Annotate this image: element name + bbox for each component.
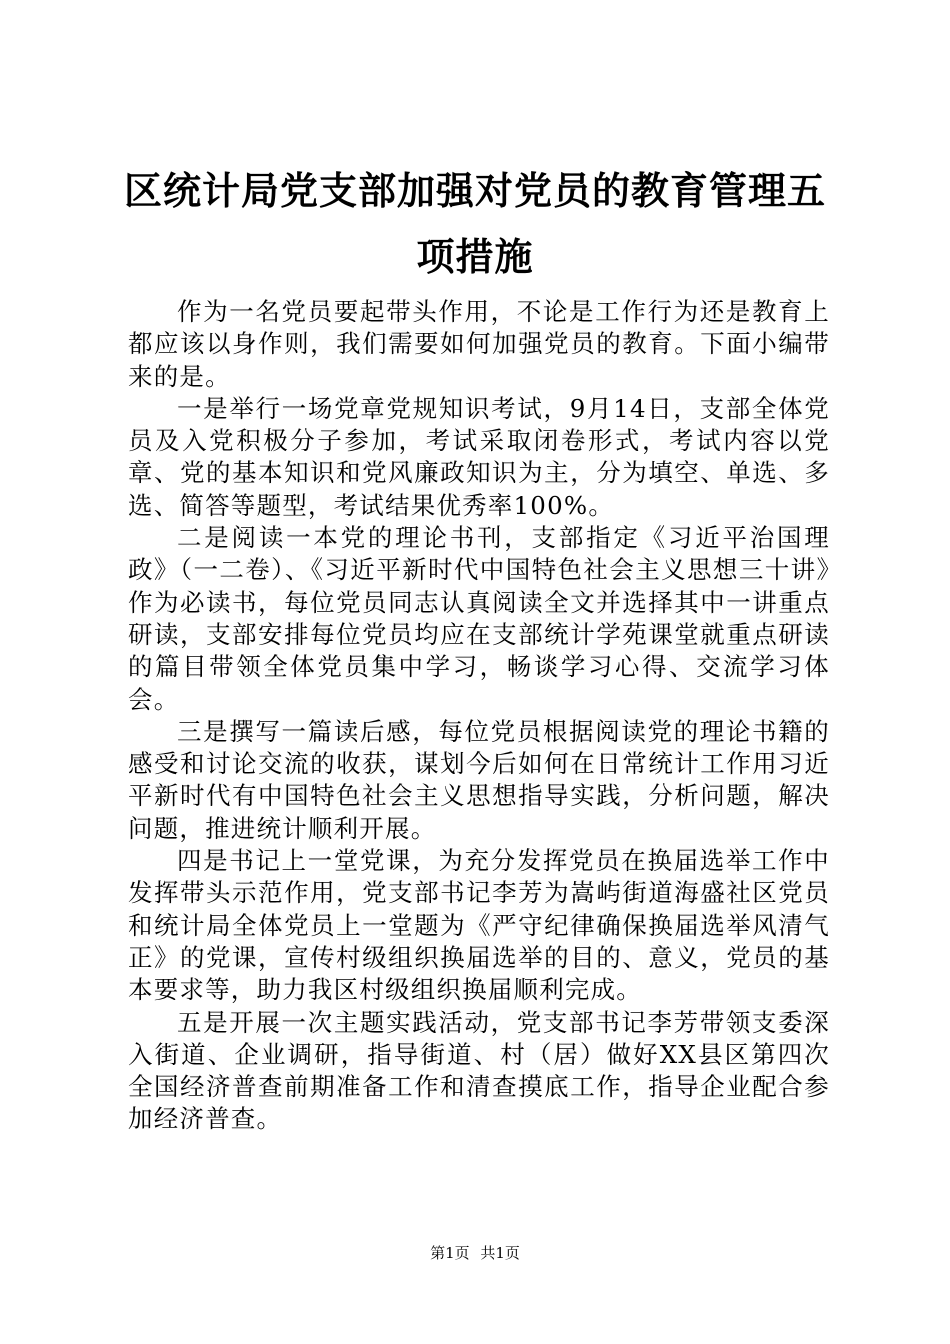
paragraph-intro: 作为一名党员要起带头作用，不论是工作行为还是教育上都应该以身作则，我们需要如何加强党员的教育。下面小编带来的是。 — [128, 297, 830, 391]
page-footer — [0, 1243, 950, 1263]
paragraph-measure-5: 五是开展一次主题实践活动，党支部书记李芳带领支委深入街道、企业调研，指导街道、村（居）做好XX县区第四次全国经济普查前期准备工作和清查摸底工作，指导企业配合参加经济普查。 — [128, 1007, 830, 1134]
document-body — [128, 296, 830, 1136]
page-number-total: 共1页 — [480, 1244, 520, 1262]
paragraph-measure-4: 四是书记上一堂党课，为充分发挥党员在换届选举工作中发挥带头示范作用，党支部书记李芳为嵩屿街道海盛社区党员和统计局全体党员上一堂题为《严守纪律确保换届选举风清气正》的党课，宣传村级组织换届选举的目的、意义，党员的基本要求等，助力我区村级组织换届顺利完成。 — [128, 846, 830, 1005]
paragraph-measure-2: 二是阅读一本党的理论书刊，支部指定《习近平治国理政》（一二卷）、《习近平新时代中国特色社会主义思想三十讲》作为必读书，每位党员同志认真阅读全文并选择其中一讲重点研读，支部安排每位党员均应在支部统计学苑课堂就重点研读的篇目带领全体党员集中学习，畅谈学习心得、交流学习体会。 — [128, 523, 830, 714]
page-number-current: 第1页 — [430, 1244, 470, 1262]
paragraph-measure-3: 三是撰写一篇读后感，每位党员根据阅读党的理论书籍的感受和讨论交流的收获，谋划今后如何在日常统计工作用习近平新时代有中国特色社会主义思想指导实践，分析问题，解决问题，推进统计顺利开展。 — [128, 716, 830, 843]
document-title: 区统计局党支部加强对党员的教育管理五项措施 — [123, 168, 826, 279]
paragraph-measure-1: 一是举行一场党章党规知识考试，9月14日，支部全体党员及入党积极分子参加，考试采取闭卷形式，考试内容以党章、党的基本知识和党风廉政知识为主，分为填空、单选、多选、简答等题型，考试结果优秀率100%。 — [128, 393, 830, 520]
